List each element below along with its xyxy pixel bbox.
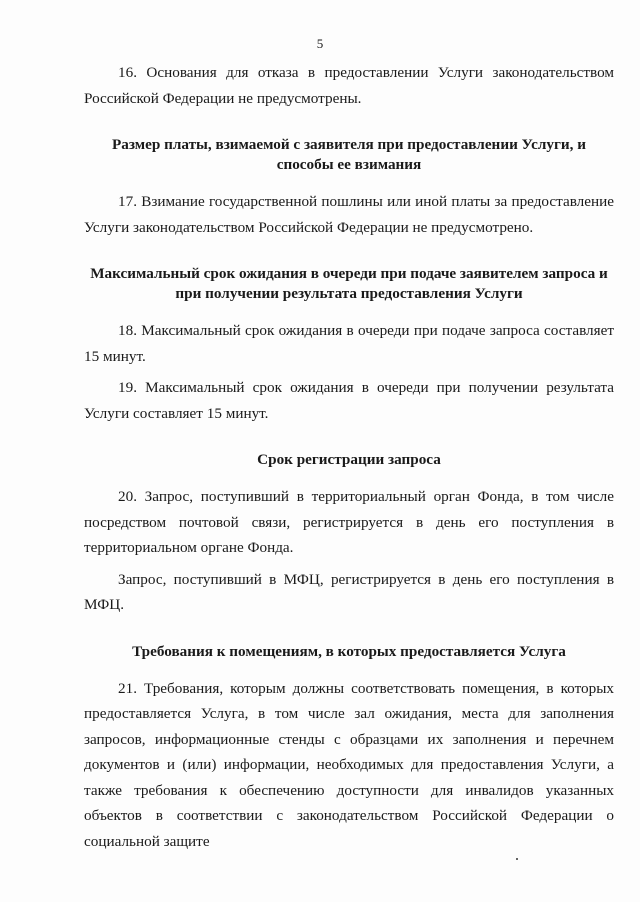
paragraph-20: 20. Запрос, поступивший в территориальный орган Фонда, в том числе посредством почтовой связи, регистрируется в день его поступления в территориальном органе Фонда. xyxy=(84,488,614,556)
heading-fee: Размер платы, взимаемой с заявителя при предоставлении Услуги, и способы ее взимания xyxy=(112,136,586,173)
paragraph-18: 18. Максимальный срок ожидания в очереди при подаче запроса составляет 15 минут. xyxy=(84,322,614,365)
page-number: 5 xyxy=(316,36,324,51)
heading-premises: Требования к помещениям, в которых предоставляется Услуга xyxy=(132,642,566,660)
paragraph-20-mfc: Запрос, поступивший в МФЦ, регистрируется в день его поступления в МФЦ. xyxy=(84,570,614,613)
scan-speck xyxy=(516,858,518,860)
document-body xyxy=(84,60,614,854)
paragraph-16: 16. Основания для отказа в предоставлении Услуги законодательством Российской Федерации не предусмотрены. xyxy=(84,64,614,107)
heading-queue: Максимальный срок ожидания в очереди при подаче заявителем запроса и при получении результата предоставления Услуги xyxy=(90,265,608,302)
heading-registration: Срок регистрации запроса xyxy=(257,451,441,468)
paragraph-19: 19. Максимальный срок ожидания в очереди при получении результата Услуги составляет 15 минут. xyxy=(84,379,614,422)
paragraph-21: 21. Требования, которым должны соответствовать помещения, в которых предоставляется Услуга, в том числе зал ожидания, места для заполнения запросов, информационные стенды с образцами их заполнения и перечнем документов и (или) информации, необходимых для предоставления Услуги, а также требования к обеспечению доступности для инвалидов указанных объектов в соответствии с законодательством Российской Федерации о социальной защите xyxy=(84,679,614,850)
paragraph-17: 17. Взимание государственной пошлины или иной платы за предоставление Услуги законодательством Российской Федерации не предусмотрено. xyxy=(84,193,614,236)
